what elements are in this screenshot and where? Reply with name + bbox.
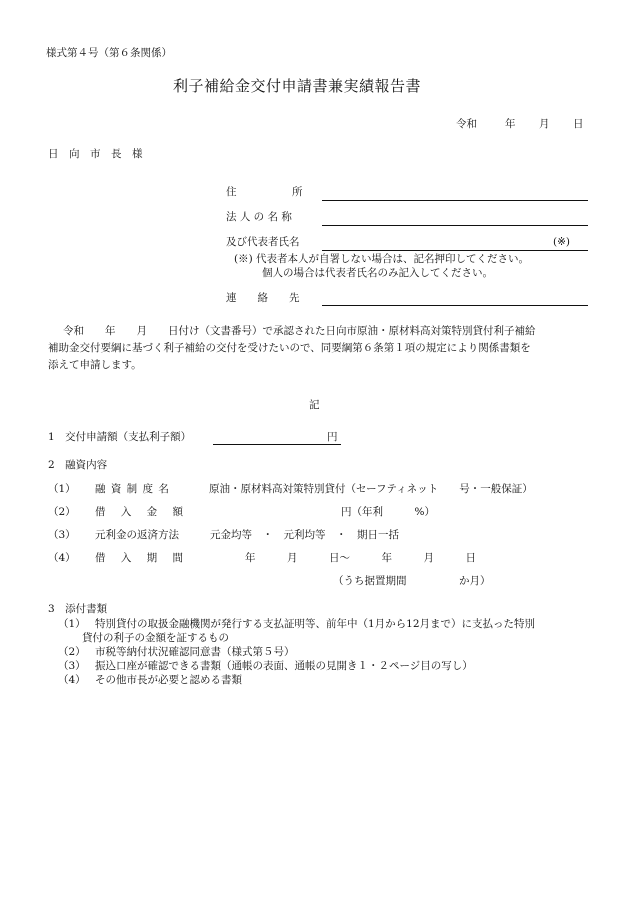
corp-name-label: 法 人 の 名 称 xyxy=(226,211,292,223)
body-line-2: 補助金交付要綱に基づく利子補給の交付を受けたいので、同要綱第６条第１項の規定により関係書類を xyxy=(48,342,531,354)
body-line-1: 令和 年 月 日付け（文書番号）で承認された日向市原油・原材料高対策特別貸付利子補給 xyxy=(63,325,536,337)
section1-unit: 円 xyxy=(327,431,338,443)
item-value: 年 月 日〜 年 月 日 xyxy=(245,552,476,564)
item-number: （1） xyxy=(48,483,76,495)
item-number: （2） xyxy=(48,506,76,518)
signature-note: (※) 代表者本人が自署しない場合は、記名押印してください。 xyxy=(234,253,530,265)
item-number: （1） xyxy=(58,618,86,630)
date-year: 年 xyxy=(505,118,516,130)
representative-label: 及び代表者氏名 xyxy=(226,236,300,248)
date-era: 令和 xyxy=(456,118,477,130)
representative-field[interactable] xyxy=(322,250,588,251)
date-day: 日 xyxy=(573,118,584,130)
item-label: 元利金の返済方法 xyxy=(95,529,179,541)
item-label: 借 入 金 額 xyxy=(95,506,190,518)
corp-name-field[interactable] xyxy=(322,225,588,226)
item-number: （3） xyxy=(58,660,86,672)
item-number: （3） xyxy=(48,529,76,541)
item-value: 円（年利 %） xyxy=(341,506,435,518)
ki-heading: 記 xyxy=(309,399,320,411)
contact-label: 連 絡 先 xyxy=(226,292,300,304)
form-number: 様式第４号（第６条関係） xyxy=(46,47,172,59)
addressee: 日 向 市 長 様 xyxy=(48,148,143,160)
section3-label: 3 添付書類 xyxy=(48,603,108,615)
page-title: 利子補給金交付申請書兼実績報告書 xyxy=(173,77,422,95)
item-label: 融 資 制 度 名 xyxy=(95,483,170,495)
body-line-3: 添えて申請します。 xyxy=(48,359,142,371)
individual-note: 個人の場合は代表者氏名のみ記入してください。 xyxy=(262,267,493,279)
contact-field[interactable] xyxy=(322,305,588,306)
address-field[interactable] xyxy=(322,200,588,201)
item-text: その他市長が必要と認める書類 xyxy=(95,674,242,686)
item-label: 借 入 期 間 xyxy=(95,552,190,564)
application-amount-field[interactable] xyxy=(213,444,341,445)
item-text: 貸付の利子の金額を証するもの xyxy=(82,632,229,644)
item-number: （2） xyxy=(58,646,86,658)
item-number: （4） xyxy=(48,552,76,564)
section2-label: 2 融資内容 xyxy=(48,459,108,471)
item-text: 振込口座が確認できる書類（通帳の表面、通帳の見開き１・２ページ目の写し） xyxy=(95,660,473,672)
item-text: 特別貸付の取扱金融機関が発行する支払証明等、前年中（1月から12月まで）に支払った特別 xyxy=(95,618,536,630)
section1-label: 1 交付申請額（支払利子額） xyxy=(48,431,192,443)
item-value: 原油・原材料高対策特別貸付（セーフティネット 号・一般保証） xyxy=(209,483,533,495)
date-month: 月 xyxy=(539,118,550,130)
representative-mark: (※) xyxy=(553,236,570,248)
item-value: 元金均等 ・ 元利均等 ・ 期日一括 xyxy=(210,529,399,541)
item-text: 市税等納付状況確認同意書（様式第５号） xyxy=(95,646,295,658)
address-label: 住 所 xyxy=(226,186,303,198)
item-number: （4） xyxy=(58,674,86,686)
deferral-period: （うち据置期間 か月） xyxy=(333,575,491,587)
